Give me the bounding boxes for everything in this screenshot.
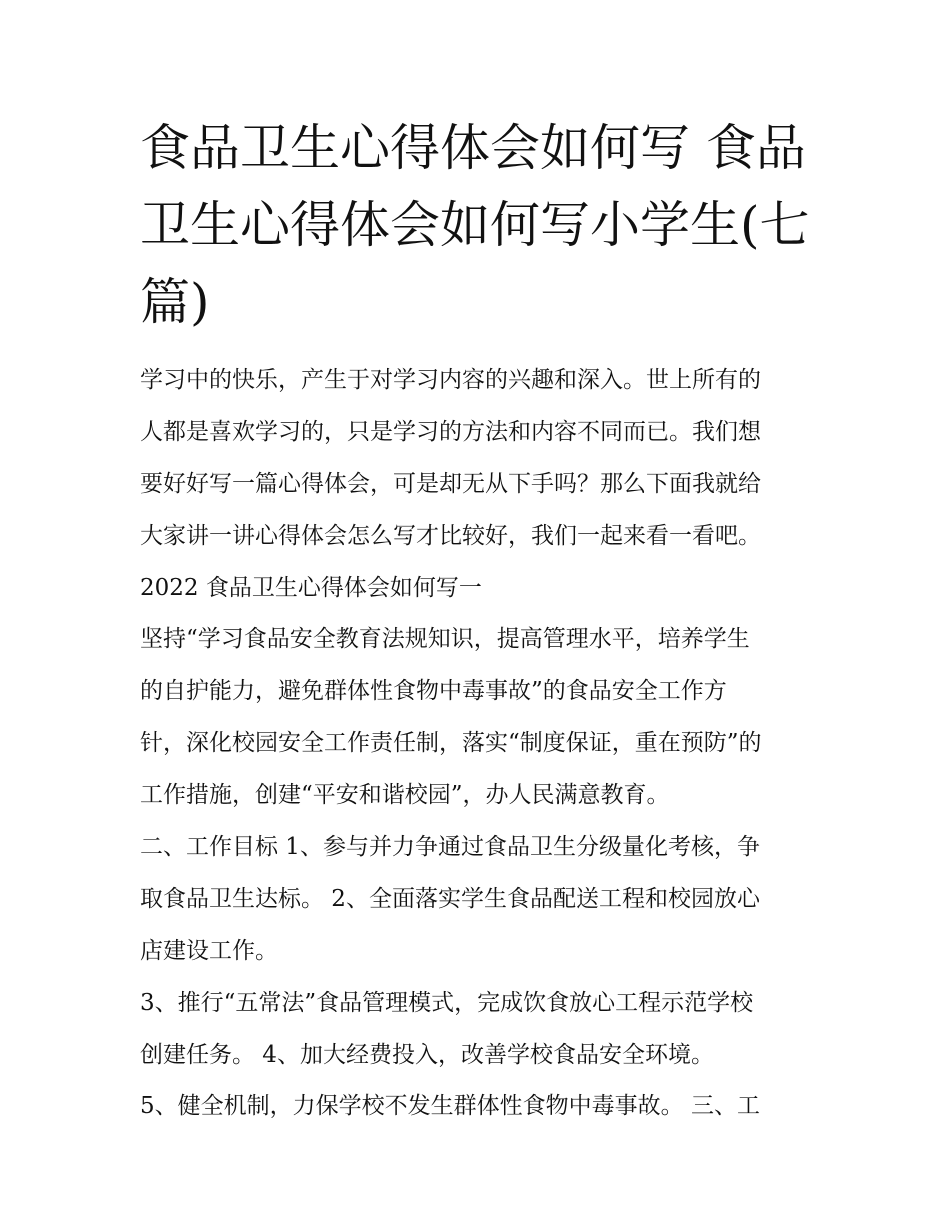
title-line: 卫生心得体会如何写小学生(七 (140, 196, 810, 254)
body-line: 5、健全机制，力保学校不发生群体性食物中毒事故。 三、工 (140, 1093, 760, 1120)
section-heading: 2022 食品卫生心得体会如何写一 (140, 574, 482, 601)
body-line: 3、推行“五常法”食品管理模式，完成饮食放心工程示范学校 (140, 989, 754, 1016)
body-line: 创建任务。 4、加大经费投入，改善学校食品安全环境。 (140, 1041, 714, 1068)
document-body (140, 355, 830, 1133)
body-line: 人都是喜欢学习的，只是学习的方法和内容不同而已。我们想 (140, 418, 761, 445)
body-line: 学习中的快乐，产生于对学习内容的兴趣和深入。世上所有的 (140, 367, 761, 393)
body-line: 取食品卫生达标。 2、全面落实学生食品配送工程和校园放心 (140, 885, 760, 912)
body-line: 针，深化校园安全工作责任制，落实“制度保证，重在预防”的 (140, 730, 762, 757)
body-line: 二、工作目标 1、参与并力争通过食品卫生分级量化考核，争 (140, 834, 760, 861)
body-line: 大家讲一讲心得体会怎么写才比较好，我们一起来看一看吧。 (140, 522, 761, 549)
document-title (140, 110, 820, 341)
body-line: 工作措施，创建“平安和谐校园”，办人民满意教育。 (140, 782, 670, 809)
body-line: 店建设工作。 (140, 937, 278, 964)
body-line: 的自护能力，避免群体性食物中毒事故”的食品安全工作方 (140, 678, 727, 705)
title-line: 食品卫生心得体会如何写 食品 (140, 119, 806, 177)
body-line: 坚持“学习食品安全教育法规知识，提高管理水平，培养学生 (140, 626, 750, 653)
title-line: 篇) (140, 273, 210, 331)
body-line: 要好好写一篇心得体会，可是却无从下手吗？那么下面我就给 (140, 470, 761, 497)
